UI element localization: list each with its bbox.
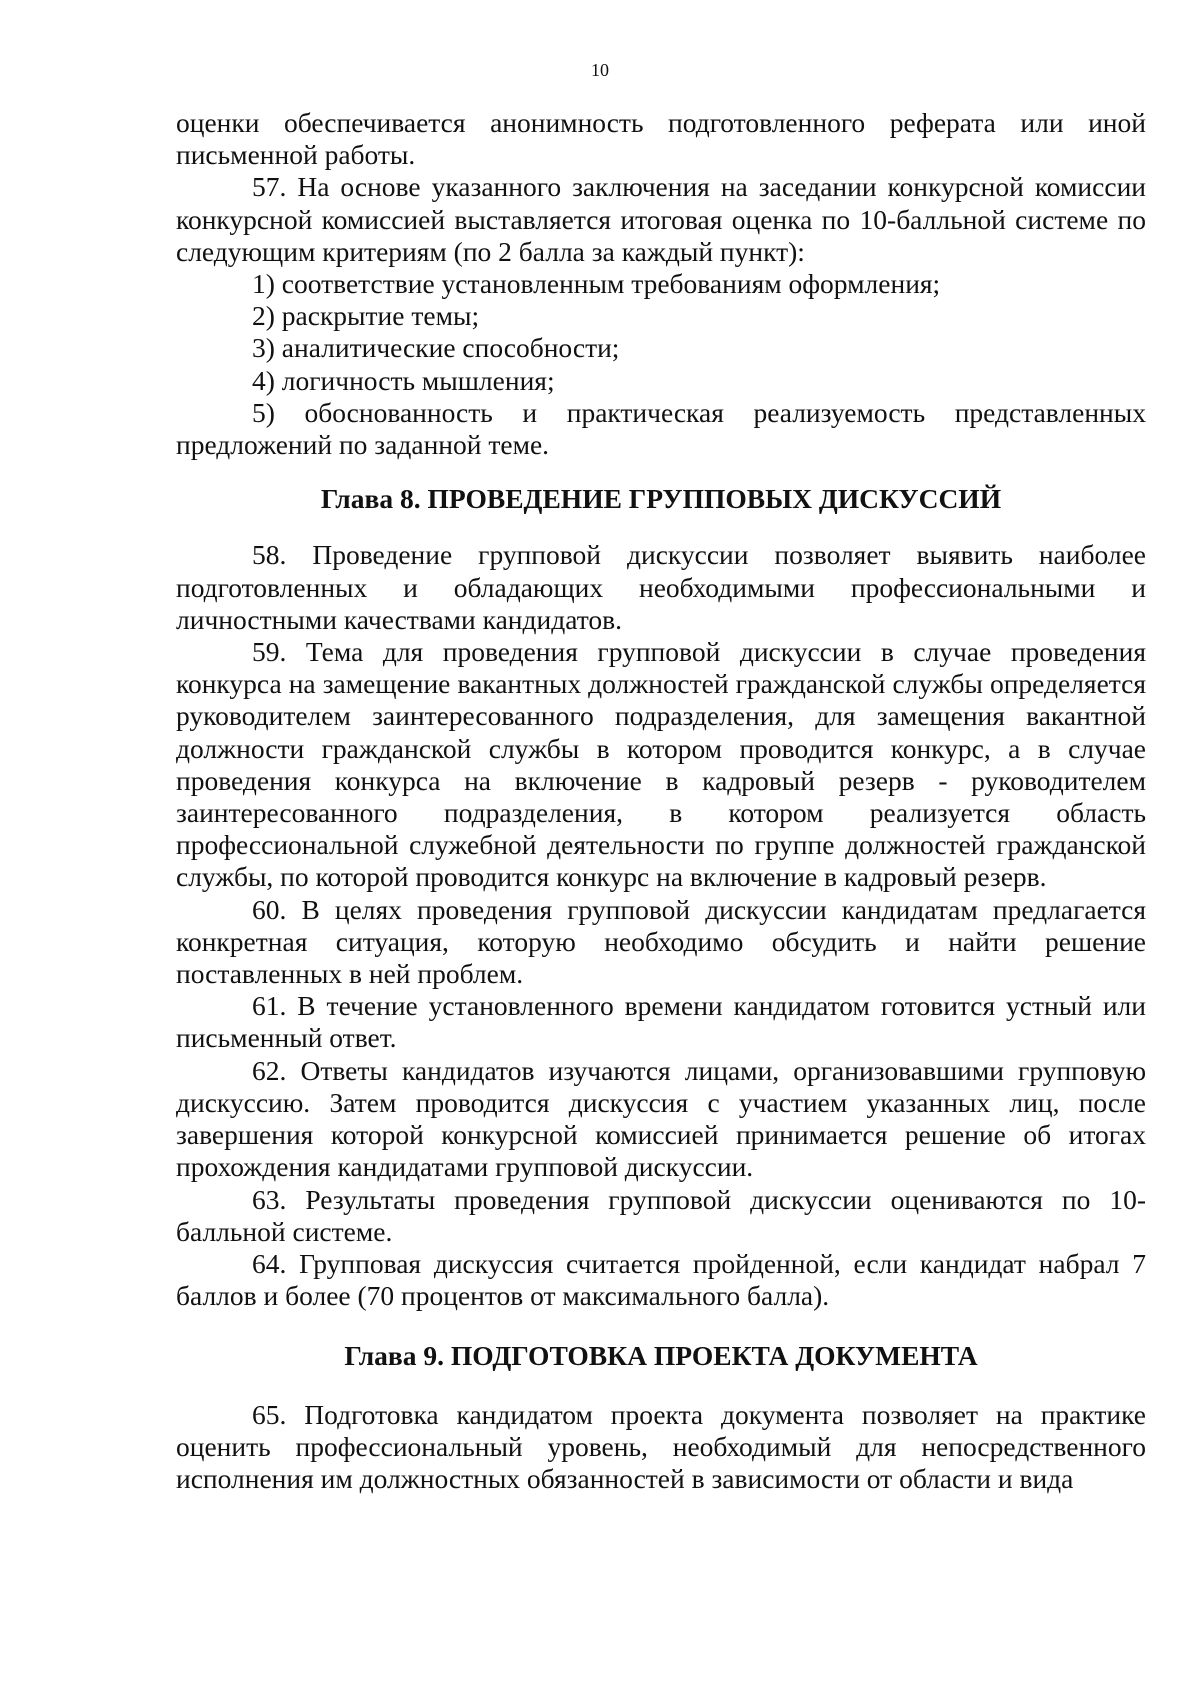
criterion-1: 1) соответствие установленным требованиям оформления; xyxy=(252,268,941,300)
paragraph-59: 59. Тема для проведения групповой дискуссии в случае проведения конкурса на замещение вакантных должностей гражданской службы определяется руководителем заинтересованного подразделения, для замещения вакантной должности гражданской службы в котором проводится конкурс, а в случае проведения конкурса на включение в кадровый резерв - руководителем заинтересованного подразделения, в котором реализуется область профессиональной служебной деятельности по группе должностей гражданской службы, по которой проводится конкурс на включение в кадровый резерв. xyxy=(176,636,1146,893)
chapter-9-heading: Глава 9. ПОДГОТОВКА ПРОЕКТА ДОКУМЕНТА xyxy=(344,1340,978,1372)
paragraph-63: 63. Результаты проведения групповой дискуссии оцениваются по 10-балльной системе. xyxy=(176,1183,1146,1247)
criterion-2: 2) раскрытие темы; xyxy=(252,300,480,332)
paragraph-60: 60. В целях проведения групповой дискуссии кандидатам предлагается конкретная ситуация, которую необходимо обсудить и найти решение поставленных в ней проблем. xyxy=(176,893,1146,990)
paragraph-65: 65. Подготовка кандидатом проекта документа позволяет на практике оценить профессиональный уровень, необходимый для непосредственного исполнения им должностных обязанностей в зависимости от области и вида xyxy=(176,1398,1146,1494)
paragraph-57: 57. На основе указанного заключения на заседании конкурсной комиссии конкурсной комиссией выставляется итоговая оценка по 10-балльной системе по следующим критериям (по 2 балла за каждый пункт): xyxy=(176,171,1146,267)
page-number: 10 xyxy=(591,60,609,80)
paragraph-61: 61. В течение установленного времени кандидатом готовится устный или письменный ответ. xyxy=(176,990,1146,1054)
criterion-3: 3) аналитические способности; xyxy=(252,332,620,364)
criterion-5: 5) обоснованность и практическая реализуемость представленных предложений по заданной теме. xyxy=(176,396,1146,461)
paragraph-64: 64. Групповая дискуссия считается пройденной, если кандидат набрал 7 баллов и более (70 процентов от максимального балла). xyxy=(176,1247,1146,1312)
document-body xyxy=(176,107,1146,1495)
paragraph-58: 58. Проведение групповой дискуссии позволяет выявить наиболее подготовленных и обладающих необходимыми профессиональными и личностными качествами кандидатов. xyxy=(176,539,1146,635)
chapter-8-heading: Глава 8. ПРОВЕДЕНИЕ ГРУППОВЫХ ДИСКУССИЙ xyxy=(320,483,1002,515)
paragraph-62: 62. Ответы кандидатов изучаются лицами, организовавшими групповую дискуссию. Затем проводится дискуссия с участием указанных лиц, после завершения которой конкурсной комиссией принимается решение об итогах прохождения кандидатами групповой дискуссии. xyxy=(176,1054,1146,1183)
criterion-4: 4) логичность мышления; xyxy=(252,364,555,396)
paragraph-continuation: оценки обеспечивается анонимность подготовленного реферата или иной письменной работы. xyxy=(176,107,1146,171)
